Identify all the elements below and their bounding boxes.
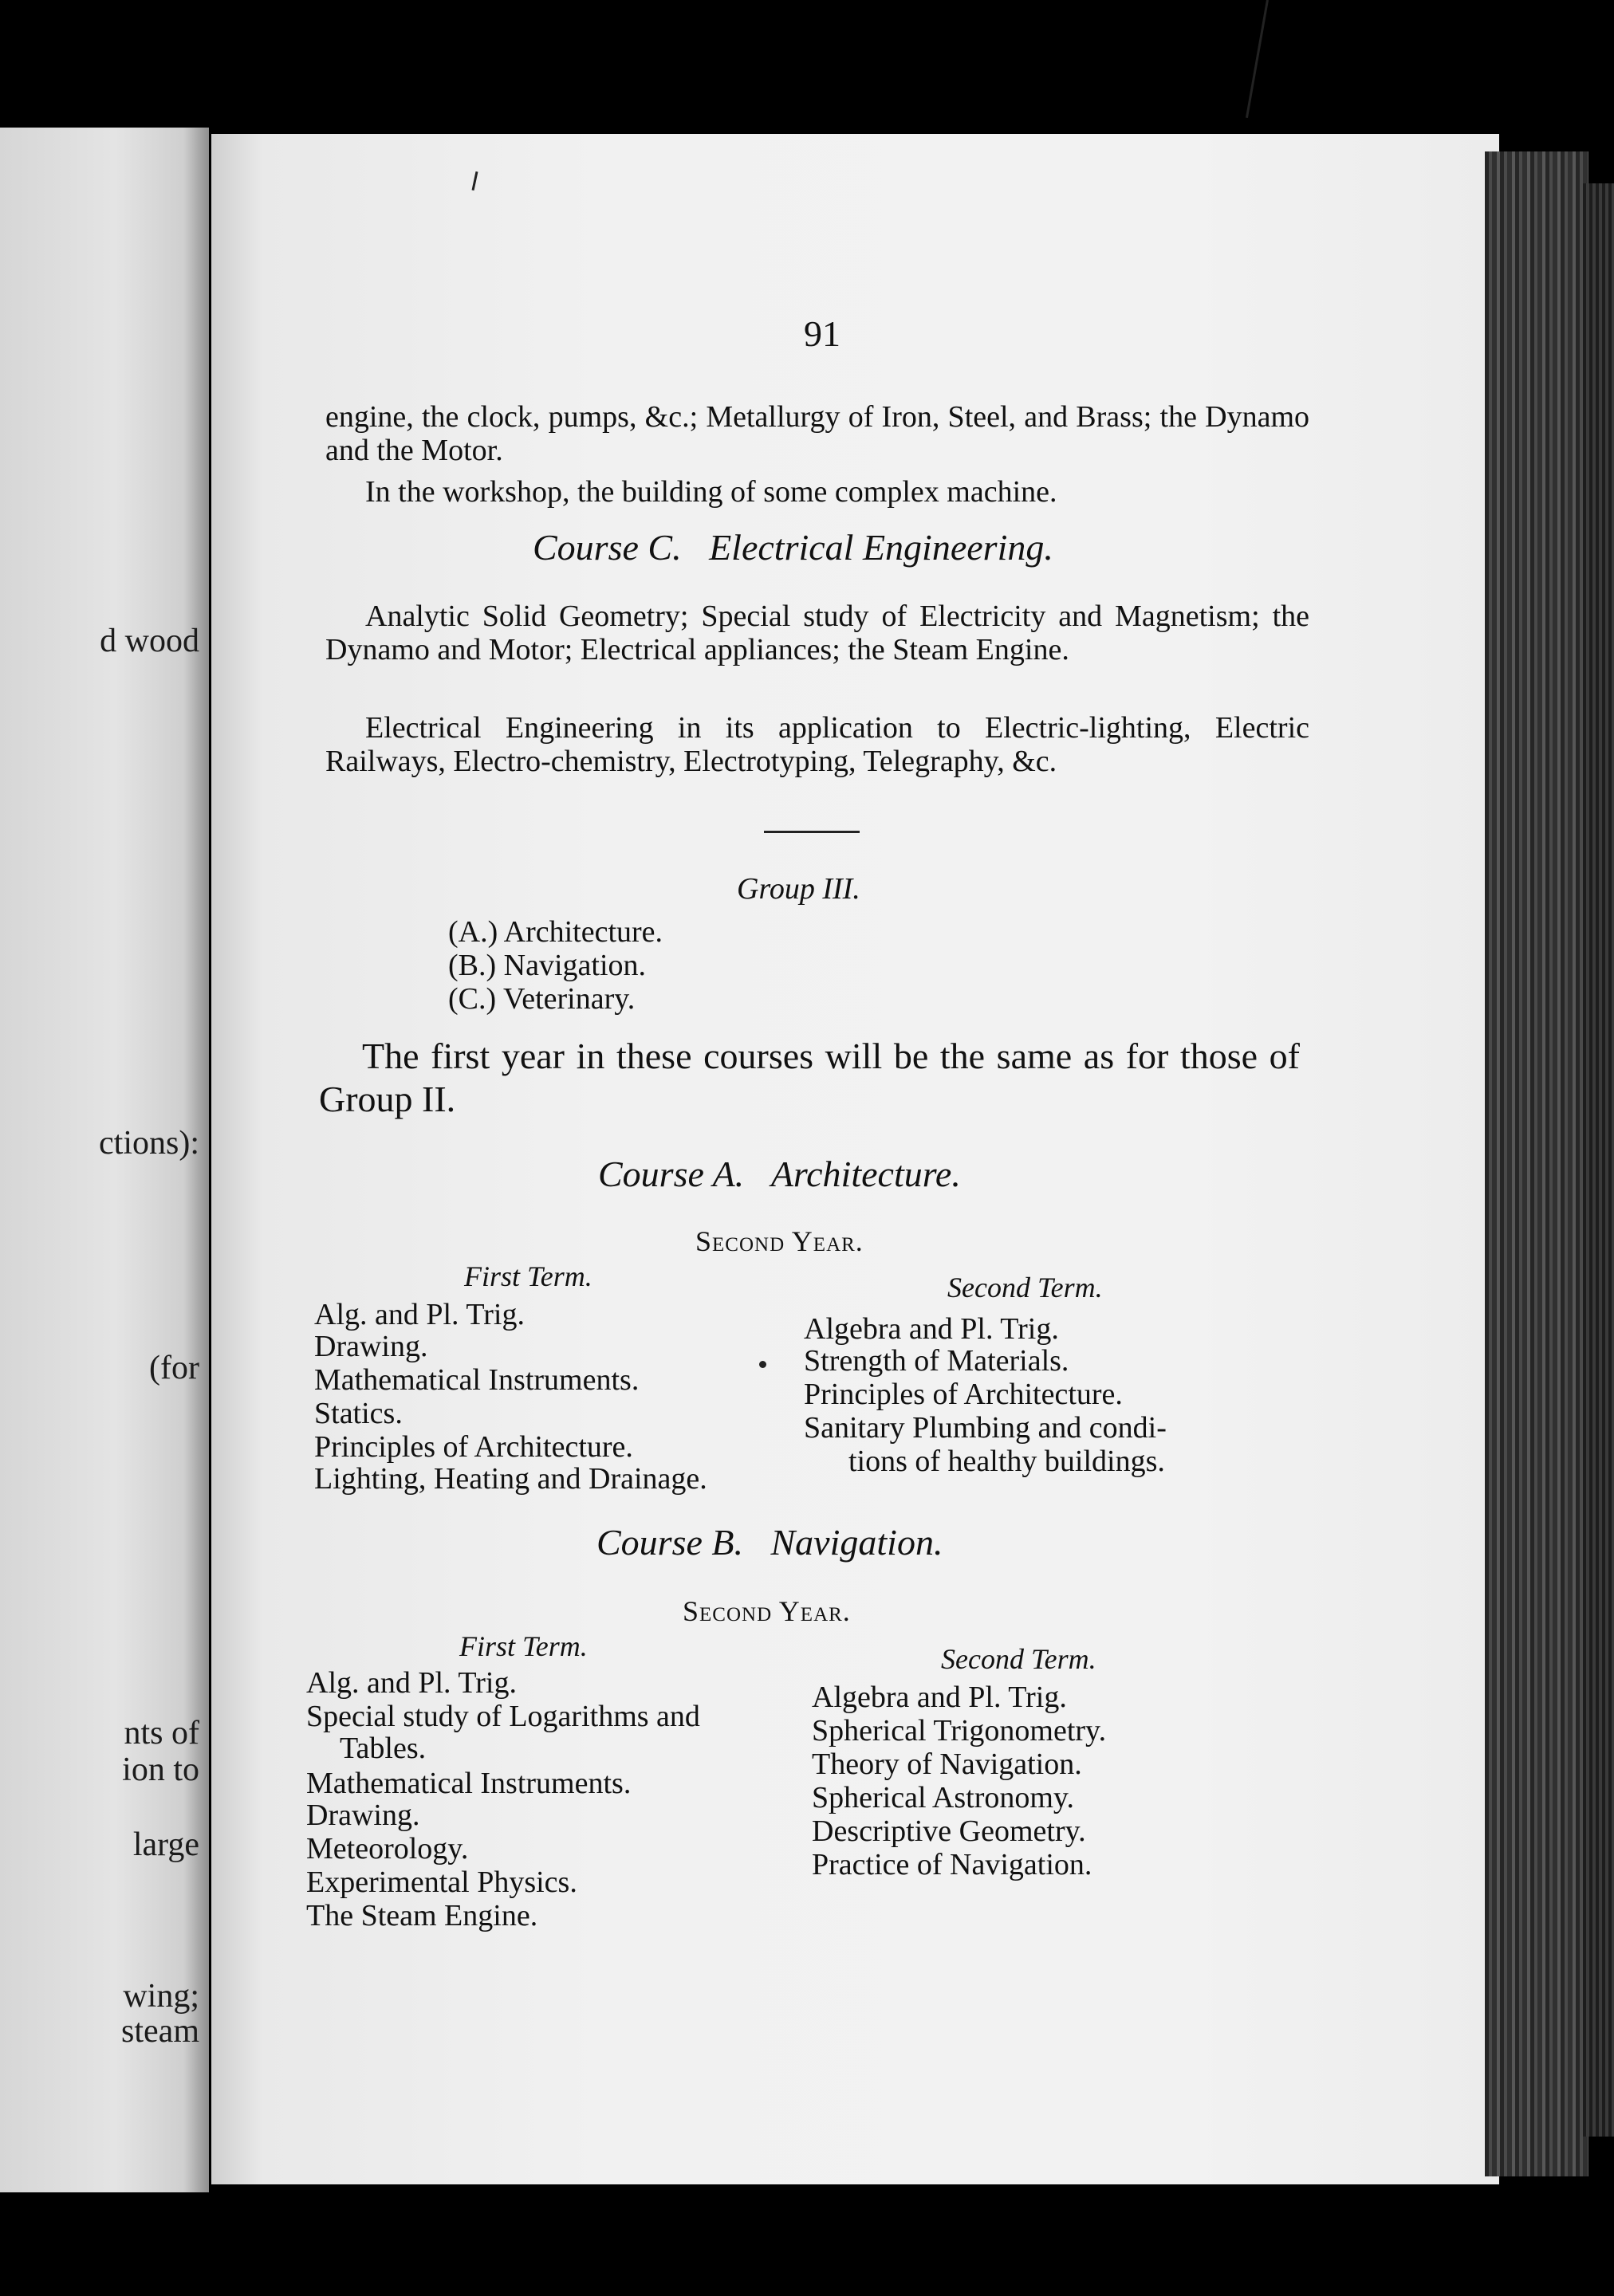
fragment-text: ion to [122,1751,199,1788]
course-a-second-term-label: Second Term. [947,1272,1103,1303]
fragment-text: steam [121,2013,199,2050]
list-item: Spherical Astronomy. [812,1781,1074,1814]
list-item: Drawing. [314,1330,428,1363]
list-item: Strength of Materials. [804,1344,1069,1378]
list-item: Meteorology. [306,1832,469,1866]
course-b-year-label: Second Year. [683,1595,851,1627]
list-item: Theory of Navigation. [812,1748,1082,1781]
list-item: Drawing. [306,1799,420,1832]
list-item: Algebra and Pl. Trig. [804,1312,1059,1346]
list-item: Special study of Logarithms and [306,1700,700,1733]
list-item: Alg. and Pl. Trig. [314,1298,525,1331]
fragment-text: ctions): [99,1125,199,1162]
course-c-paragraph-2: Electrical Engineering in its application to Electric-lighting, Electric Railways, Electro-chemistry, Electrotyping, Telegraphy, &c. [325,711,1309,778]
group-iii-item-c: (C.) Veterinary. [448,982,636,1016]
fragment-text: nts of [124,1715,199,1751]
previous-page-fragment [0,128,209,2192]
scan-scratch [1246,0,1269,118]
list-item: Tables. [340,1732,427,1765]
workshop-line: In the workshop, the building of some complex machine. [365,475,1057,509]
list-item: Alg. and Pl. Trig. [306,1666,517,1700]
list-item: Sanitary Plumbing and condi- [804,1411,1167,1445]
page-stack-edge [1485,151,1588,2176]
course-c-heading: Course C. Electrical Engineering. [533,527,1053,568]
group-iii-item-a: (A.) Architecture. [448,915,663,949]
fragment-text: d wood [100,623,199,659]
fragment-text: wing; [123,1978,199,2015]
page-stack-edge-outer [1583,183,1614,2137]
group-iii-item-b: (B.) Navigation. [448,949,647,982]
list-item: Experimental Physics. [306,1866,577,1899]
course-b-heading: Course B. Navigation. [596,1522,943,1563]
list-item: Spherical Trigonometry. [812,1714,1107,1748]
section-divider [764,831,860,833]
intro-paragraph: engine, the clock, pumps, &c.; Metallurgy of Iron, Steel, and Brass; the Dynamo and the Motor. [325,400,1309,467]
group-iii-heading: Group III. [737,872,860,906]
list-item: Mathematical Instruments. [306,1767,632,1800]
fragment-text: (for [149,1350,199,1386]
page-number: 91 [804,313,840,354]
list-item: tions of healthy buildings. [848,1445,1165,1478]
list-item: Lighting, Heating and Drainage. [314,1462,707,1496]
list-item: Statics. [314,1397,403,1430]
fragment-text: large [132,1826,199,1863]
course-a-first-term-label: First Term. [464,1260,592,1292]
list-item: Practice of Navigation. [812,1848,1092,1881]
list-item: Principles of Architecture. [314,1430,633,1464]
list-item: The Steam Engine. [306,1899,538,1932]
course-c-paragraph-1: Analytic Solid Geometry; Special study of Electricity and Magnetism; the Dynamo and Motor; Electrical appliances; the Steam Engine. [325,600,1309,666]
group-iii-note: The first year in these courses will be the same as for those of Group II. [319,1036,1300,1119]
list-item: Mathematical Instruments. [314,1363,640,1397]
list-item: Descriptive Geometry. [812,1814,1086,1848]
list-item: Algebra and Pl. Trig. [812,1681,1067,1714]
course-a-year-label: Second Year. [695,1225,864,1257]
course-a-heading: Course A. Architecture. [598,1154,961,1194]
course-b-second-term-label: Second Term. [941,1643,1096,1675]
course-b-first-term-label: First Term. [459,1630,588,1662]
scan-speck [759,1361,766,1368]
list-item: Principles of Architecture. [804,1378,1123,1411]
